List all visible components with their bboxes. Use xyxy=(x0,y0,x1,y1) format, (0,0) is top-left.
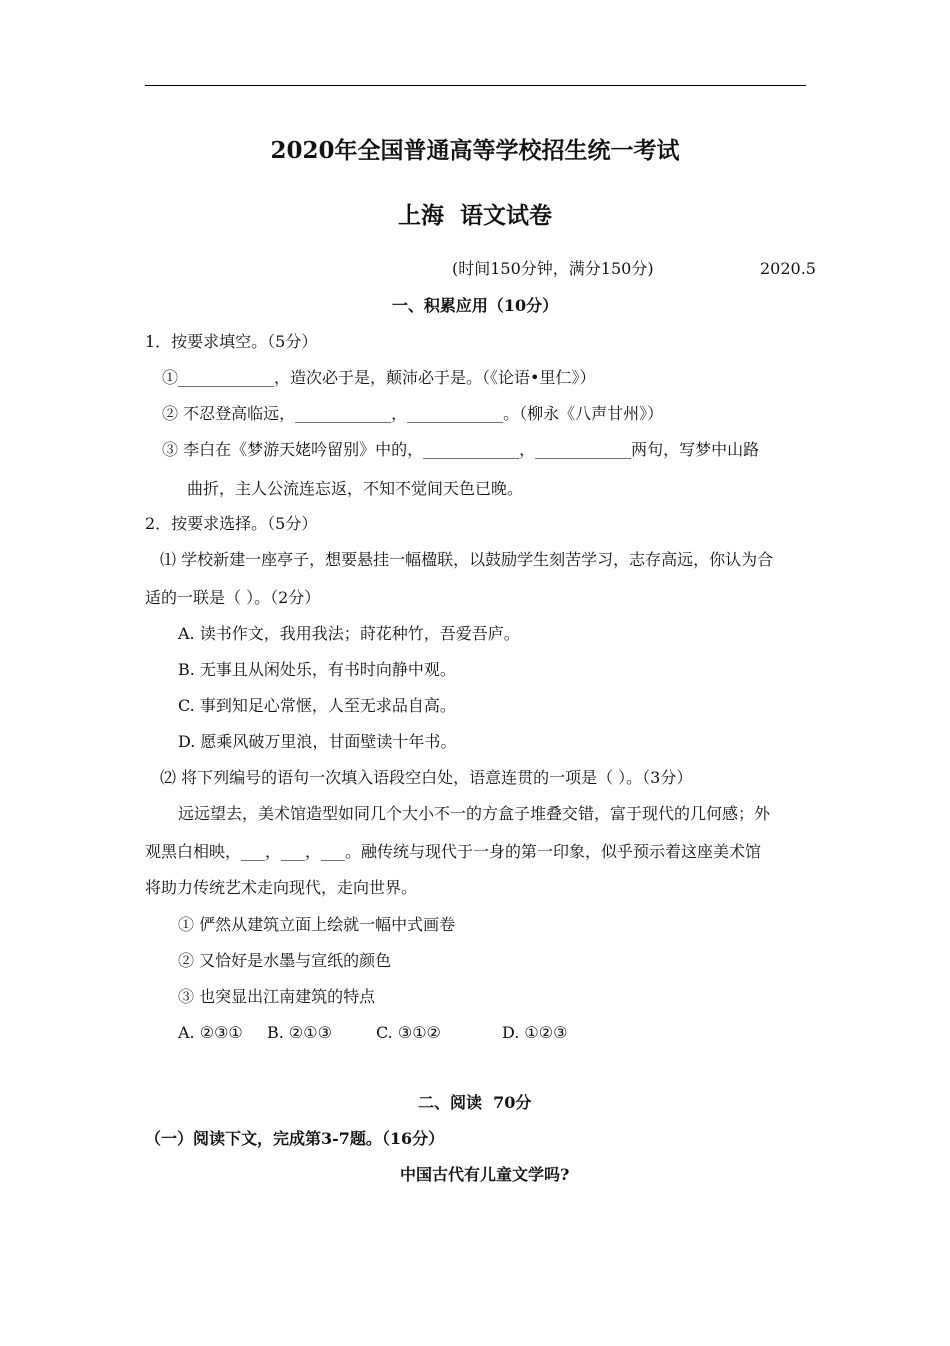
q2-sub1-option-a: A. 读书作文，我用我法；莳花种竹，吾爱吾庐。 xyxy=(178,624,520,643)
exam-title: 2020年全国普通高等学校招生统一考试 xyxy=(270,137,680,164)
sentence-2: ② 又恰好是水墨与宣纸的颜色 xyxy=(178,951,392,970)
sentence-1: ① 俨然从建筑立面上绘就一幅中式画卷 xyxy=(178,915,456,934)
q2-sub1-line2: 适的一联是（ ）。（2分） xyxy=(145,588,321,607)
q1-item-1: ①____________，造次必于是，颠沛必于是。（《论语•里仁》） xyxy=(162,368,596,387)
choice-a: A. ②③① xyxy=(178,1023,243,1042)
exam-subtitle: 上海 语文试卷 xyxy=(397,202,552,229)
q2-sub2-stem: ⑵ 将下列编号的语句一次填入语段空白处，语意连贯的一项是（ ）。（3分） xyxy=(160,768,693,787)
sentence-3: ③ 也突显出江南建筑的特点 xyxy=(178,987,376,1006)
section2-heading: 二、阅读 70分 xyxy=(418,1093,532,1112)
choice-c: C. ③①② xyxy=(376,1023,441,1042)
choice-b: B. ②①③ xyxy=(267,1023,332,1042)
article-title: 中国古代有儿童文学吗? xyxy=(400,1165,570,1184)
q1-item-3: ③ 李白在《梦游天姥吟留别》中的，____________，____________两句，写梦中山路 xyxy=(162,440,760,459)
passage-line-2: 观黑白相映，___，___，___。融传统与现代于一身的第一印象，似乎预示着这座美术馆 xyxy=(145,842,762,861)
q1-item-3-cont: 曲折，主人公流连忘返，不知不觉间天色已晚。 xyxy=(187,479,524,498)
q2-stem: 2．按要求选择。（5分） xyxy=(145,514,318,533)
q2-sub1-option-c: C. 事到知足心常惬，人至无求品自高。 xyxy=(178,696,456,715)
q1-stem: 1．按要求填空。（5分） xyxy=(145,332,318,351)
passage-line-3: 将助力传统艺术走向现代，走向世界。 xyxy=(145,878,418,897)
q2-sub1-line1: ⑴ 学校新建一座亭子，想要悬挂一幅楹联，以鼓励学生刻苦学习，志存高远，你认为合 xyxy=(160,550,774,569)
top-rule xyxy=(145,85,806,86)
time-info: (时间150分钟，满分150分) xyxy=(452,259,654,278)
q1-item-2: ② 不忍登高临远，____________，____________。（柳永《八声甘州》） xyxy=(162,404,664,423)
passage-line-1: 远远望去，美术馆造型如同几个大小不一的方盒子堆叠交错，富于现代的几何感；外 xyxy=(178,804,771,823)
reading-part1-instruction: （一）阅读下文，完成第3-7题。（16分） xyxy=(145,1129,445,1148)
choice-d: D. ①②③ xyxy=(502,1023,568,1042)
section1-heading: 一、积累应用（10分） xyxy=(391,296,559,315)
exam-date: 2020.5 xyxy=(760,259,816,278)
q2-sub1-option-d: D. 愿乘风破万里浪，甘面壁读十年书。 xyxy=(178,732,457,751)
q2-sub1-option-b: B. 无事且从闲处乐，有书时向静中观。 xyxy=(178,660,456,679)
